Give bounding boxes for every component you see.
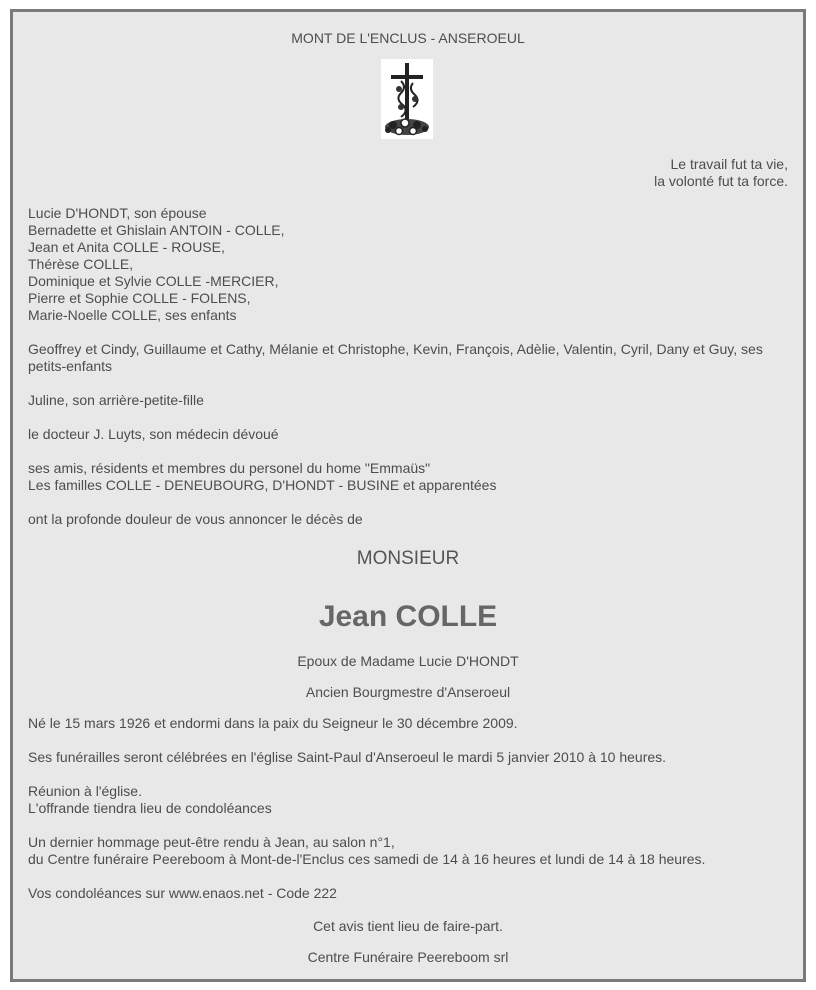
company-line: Centre Funéraire Peereboom srl [307,949,509,965]
notice-line: Cet avis tient lieu de faire-part. [313,918,503,934]
quote [28,156,788,190]
child-line: Dominique et Sylvie COLLE -MERCIER, [28,273,279,289]
child-line: Pierre et Sophie COLLE - FOLENS, [28,290,251,306]
child-line: Jean et Anita COLLE - ROUSE, [28,239,225,255]
meeting-line: Réunion à l'église. [28,783,142,799]
quote-line-1: Le travail fut ta vie, [670,156,788,172]
deceased-title: MONSIEUR [356,548,460,569]
friends-line: ses amis, résidents et membres du personel du home "Emmaüs" [28,460,431,476]
families-line: Les familles COLLE - DENEUBOURG, D'HONDT - BUSINE et apparentées [28,477,497,493]
family-section [28,205,788,528]
funeral-line: Ses funérailles seront célébrées en l'église Saint-Paul d'Anseroeul le mardi 5 janvier 2010 à 10 heures. [28,749,667,765]
great-grandchild-line: Juline, son arrière-petite-fille [28,392,204,408]
location-heading: MONT DE L'ENCLUS - ANSEROEUL [291,30,525,46]
deceased-spouse-line: Epoux de Madame Lucie D'HONDT [297,653,519,669]
birth-death-line: Né le 15 mars 1926 et endormi dans la paix du Seigneur le 30 décembre 2009. [28,715,518,731]
deceased-name: Jean COLLE [318,600,498,633]
tribute-line-2: du Centre funéraire Peereboom à Mont-de-l'Enclus ces samedi de 14 à 16 heures et lundi de 14 à 18 heures. [28,851,706,867]
child-line: Bernadette et Ghislain ANTOIN - COLLE, [28,222,285,238]
doctor-line: le docteur J. Luyts, son médecin dévoué [28,426,279,442]
cross-with-roses-icon [381,59,433,139]
obituary-content [28,12,788,979]
child-line: Thérèse COLLE, [28,256,134,272]
announcement-line: ont la profonde douleur de vous annoncer le décès de [28,511,363,527]
deceased-role: Ancien Bourgmestre d'Anseroeul [305,684,511,700]
tribute-line-1: Un dernier hommage peut-être rendu à Jean, au salon n°1, [28,834,395,850]
spouse-line: Lucie D'HONDT, son épouse [28,205,207,221]
condolences-line: Vos condoléances sur www.enaos.net - Code 222 [28,885,337,901]
grandchildren-line: Geoffrey et Cindy, Guillaume et Cathy, Mélanie et Christophe, Kevin, François, Adèlie, Valentin, Cyril, Dany et Guy, ses petits-enfants [28,341,763,374]
obituary-frame [10,9,806,982]
quote-line-2: la volonté fut ta force. [654,173,788,189]
details-section [28,715,788,902]
child-line: Marie-Noelle COLLE, ses enfants [28,307,237,323]
offering-line: L'offrande tiendra lieu de condoléances [28,800,272,816]
